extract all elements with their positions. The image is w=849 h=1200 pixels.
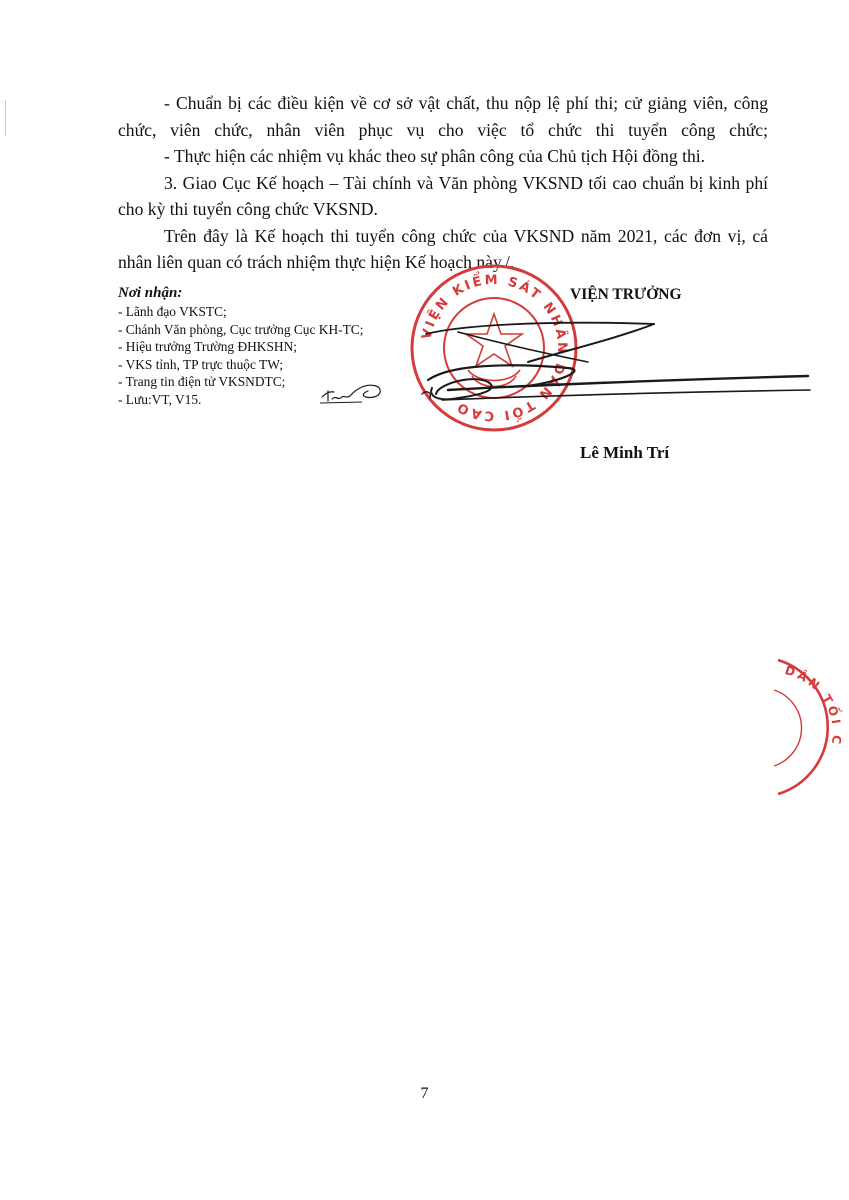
paragraph-prepare-conditions: - Chuẩn bị các điều kiện về cơ sở vật chất, thu nộp lệ phí thi; cử giảng viên, công chức, viên chức, nhân viên phục vụ cho việc tổ chức thi tuyển công chức; <box>118 93 768 140</box>
initials-mark <box>318 377 390 407</box>
scan-margin-mark <box>4 100 7 136</box>
signer-title: VIỆN TRƯỞNG <box>570 286 682 303</box>
svg-text:DÂN TỐI C <box>783 663 845 748</box>
paragraph-other-tasks: - Thực hiện các nhiệm vụ khác theo sự phân công của Chủ tịch Hội đồng thi. <box>164 146 706 166</box>
body-text <box>118 90 768 276</box>
recipient-item: - VKS tỉnh, TP trực thuộc TW; <box>118 356 284 372</box>
recipient-item: - Hiệu trưởng Trường ĐHKSHN; <box>118 339 297 355</box>
signer-name: Lê Minh Trí <box>580 443 670 462</box>
paragraph-closing: Trên đây là Kế hoạch thi tuyển công chức của VKSND năm 2021, các đơn vị, cá nhân liên quan có trách nhiệm thực hiện Kế hoạch này./. <box>118 225 768 272</box>
paragraph-budget-assignment: 3. Giao Cục Kế hoạch – Tài chính và Văn phòng VKSND tối cao chuẩn bị kinh phí cho kỳ thi tuyển công chức VKSND. <box>118 172 768 219</box>
recipient-item: - Trang tin điện tử VKSNDTC; <box>118 374 286 390</box>
seal-text: VIỆN KIỂM SÁT NHÂN DÂN TỐI CAO <box>419 272 570 424</box>
overlap-seal-fragment <box>770 654 849 800</box>
recipient-item: - Chánh Văn phòng, Cục trưởng Cục KH-TC; <box>118 321 364 337</box>
handwritten-signature <box>418 310 818 422</box>
recipient-item: - Lưu:VT, V15. <box>118 391 202 407</box>
recipients-heading: Nơi nhận: <box>118 285 183 301</box>
page-number: 7 <box>420 1085 429 1102</box>
recipient-item: - Lãnh đạo VKSTC; <box>118 304 227 319</box>
seal-fragment-text: DÂN TỐI C <box>783 663 844 748</box>
